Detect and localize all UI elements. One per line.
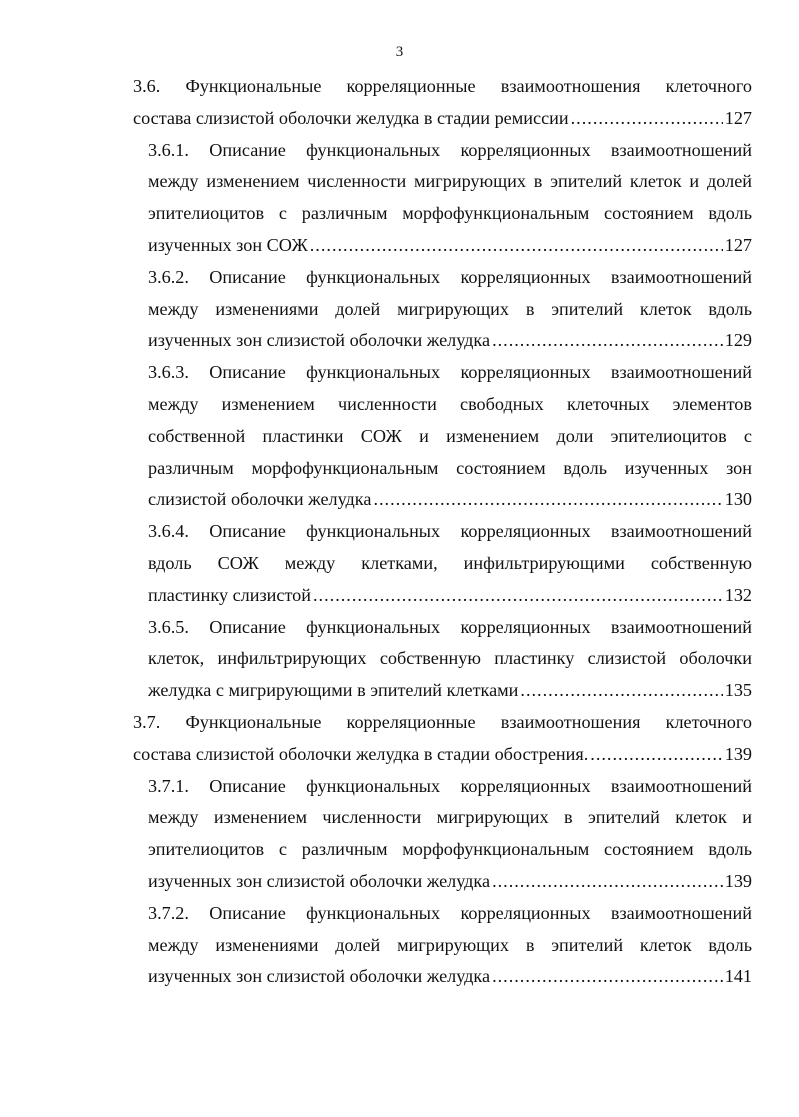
toc-last-line	[148, 675, 752, 707]
table-of-contents	[0, 71, 799, 993]
toc-page-number: 139	[724, 743, 752, 764]
toc-page-number: 135	[724, 680, 752, 701]
toc-last-line	[148, 866, 752, 898]
toc-entry-3-6[interactable]	[0, 71, 799, 135]
toc-line: изученных зон слизистой оболочки желудка	[148, 966, 491, 987]
toc-line: между изменением численности свободных клеточных элементов	[148, 393, 752, 414]
toc-page-number: 130	[724, 489, 752, 510]
toc-line: 3.6.3. Описание функциональных корреляционных взаимоотношений	[148, 362, 752, 383]
toc-line: желудка с мигрирующими в эпителий клетками	[148, 680, 519, 701]
toc-page-number: 129	[724, 330, 752, 351]
toc-leader-dots	[492, 866, 723, 898]
toc-line: состава слизистой оболочки желудка в стадии ремиссии	[133, 107, 569, 128]
toc-page-number: 127	[724, 107, 752, 128]
toc-line: изученных зон СОЖ	[148, 234, 308, 255]
toc-last-line	[133, 739, 752, 771]
toc-line: 3.6.1. Описание функциональных корреляционных взаимоотношений	[148, 139, 752, 160]
toc-line: различным морфофункциональным состоянием вдоль изученных зон	[148, 457, 752, 478]
toc-last-line	[148, 230, 752, 262]
toc-line: 3.7.1. Описание функциональных корреляционных взаимоотношений	[148, 775, 752, 796]
toc-page-number: 132	[724, 584, 752, 605]
toc-line: 3.6.4. Описание функциональных корреляционных взаимоотношений	[148, 521, 752, 542]
toc-line: собственной пластинки СОЖ и изменением доли эпителиоцитов с	[148, 425, 752, 446]
toc-leader-dots	[520, 675, 722, 707]
toc-line: эпителиоцитов с различным морфофункциональным состоянием вдоль	[148, 839, 752, 860]
toc-last-line	[133, 103, 752, 135]
toc-line: изученных зон слизистой оболочки желудка	[148, 870, 491, 891]
toc-page-number: 141	[724, 966, 752, 987]
toc-line: 3.7.2. Описание функциональных корреляционных взаимоотношений	[148, 902, 752, 923]
toc-entry-3-6-1[interactable]	[0, 135, 799, 262]
toc-line: вдоль СОЖ между клетками, инфильтрирующими собственную	[148, 552, 752, 573]
toc-line: 3.7. Функциональные корреляционные взаимоотношения клеточного	[133, 711, 752, 732]
toc-line: пластинку слизистой	[148, 584, 311, 605]
toc-line: между изменением численности мигрирующих в эпителий клеток и	[148, 807, 752, 828]
toc-entry-3-6-4[interactable]	[0, 516, 799, 611]
toc-entry-3-7-1[interactable]	[0, 771, 799, 898]
toc-line: 3.6.5. Описание функциональных корреляционных взаимоотношений	[148, 616, 752, 637]
toc-page-number: 127	[724, 234, 752, 255]
toc-entry-3-7-2[interactable]	[0, 898, 799, 993]
toc-leader-dots	[492, 325, 723, 357]
toc-leader-dots	[313, 580, 723, 612]
toc-line: 3.6.2. Описание функциональных корреляционных взаимоотношений	[148, 266, 752, 287]
toc-line: эпителиоцитов с различным морфофункциональным состоянием вдоль	[148, 203, 752, 224]
page-number: 3	[395, 44, 404, 60]
toc-line: между изменением численности мигрирующих в эпителий клеток и долей	[148, 171, 752, 192]
toc-line: состава слизистой оболочки желудка в стадии обострения.	[133, 743, 589, 764]
toc-entry-3-6-5[interactable]	[0, 612, 799, 707]
toc-page-number: 139	[724, 870, 752, 891]
toc-leader-dots	[590, 739, 722, 771]
toc-leader-dots	[310, 230, 723, 262]
toc-entry-3-6-3[interactable]	[0, 357, 799, 516]
toc-line: 3.6. Функциональные корреляционные взаимоотношения клеточного	[133, 76, 752, 96]
toc-last-line	[148, 484, 752, 516]
toc-line: изученных зон слизистой оболочки желудка	[148, 330, 491, 351]
toc-leader-dots	[571, 103, 723, 135]
toc-line: слизистой оболочки желудка	[148, 489, 372, 510]
toc-leader-dots	[373, 484, 722, 516]
toc-last-line	[148, 325, 752, 357]
toc-leader-dots	[492, 961, 723, 993]
toc-entry-3-6-2[interactable]	[0, 262, 799, 357]
toc-entry-3-7[interactable]	[0, 707, 799, 771]
toc-line: между изменениями долей мигрирующих в эпителий клеток вдоль	[148, 934, 752, 955]
toc-last-line	[148, 580, 752, 612]
toc-last-line	[148, 961, 752, 993]
toc-line: между изменениями долей мигрирующих в эпителий клеток вдоль	[148, 298, 752, 319]
toc-line: клеток, инфильтрирующих собственную пластинку слизистой оболочки	[148, 648, 752, 669]
